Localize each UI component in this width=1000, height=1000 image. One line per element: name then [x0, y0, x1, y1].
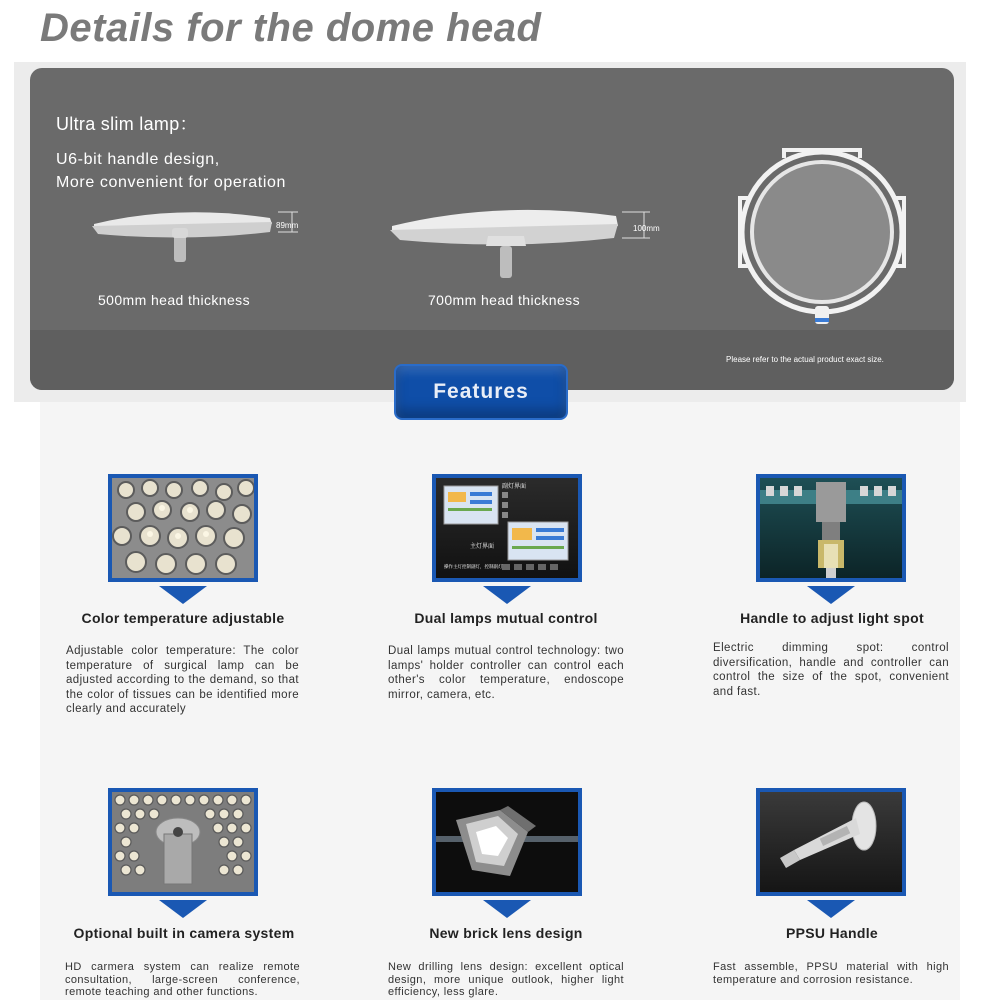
page-title: Details for the dome head	[40, 6, 542, 50]
feature-title-3: Handle to adjust light spot	[740, 610, 924, 626]
feature-arrow-1	[159, 586, 207, 604]
dome-details-panel	[30, 68, 954, 390]
screen-label-primary: 主灯界面	[470, 543, 495, 550]
feature-desc-6: Fast assemble, PPSU material with high temperature and corrosion resistance.	[713, 961, 949, 986]
lamp-top-view-icon	[738, 148, 908, 328]
feature-image-handle-spot	[756, 474, 906, 582]
led-array-icon	[112, 478, 254, 578]
camera-module-icon	[112, 792, 254, 892]
feature-desc-3: Electric dimming spot: control diversification, handle and controller can control the size of the spot, convenient and fast.	[713, 642, 949, 698]
ppsu-handle-icon	[760, 792, 902, 892]
feature-image-camera	[108, 788, 258, 896]
screen-label-secondary: 副灯界面	[502, 483, 527, 490]
panel-subtitle	[56, 148, 286, 194]
panel-subtitle-line-2: More convenient for operation	[56, 174, 286, 191]
lamp-500mm-side-view	[86, 206, 306, 270]
size-disclaimer: Please refer to the actual product exact size.	[726, 355, 884, 364]
lamp-700mm-caption: 700mm head thickness	[428, 292, 580, 308]
lamp-700mm-side-view	[388, 206, 668, 286]
features-badge	[394, 364, 568, 420]
feature-arrow-3	[807, 586, 855, 604]
lamp-500mm-caption: 500mm head thickness	[98, 292, 250, 308]
control-panel-icon	[436, 478, 578, 578]
feature-title-2: Dual lamps mutual control	[414, 610, 598, 626]
feature-title-1: Color temperature adjustable	[81, 610, 285, 626]
feature-image-color-temperature	[108, 474, 258, 582]
feature-desc-1: Adjustable color temperature: The color temperature of surgical lamp can be adjusted according to the demand, so that the color of tissues can be identified more clearly and accurately	[66, 645, 299, 715]
panel-subtitle-line-1: U6-bit handle design,	[56, 151, 220, 168]
feature-image-ppsu-handle	[756, 788, 906, 896]
feature-desc-4: HD carmera system can realize remote consultation, large-screen conference, remote teaching and other functions.	[65, 961, 300, 998]
feature-arrow-5	[483, 900, 531, 918]
feature-title-4: Optional built in camera system	[73, 925, 295, 941]
feature-desc-2: Dual lamps mutual control technology: two lamps' holder controller can control each other's color temperature, endoscope mirror, camera, etc.	[388, 645, 624, 701]
lamp-500mm-dimension: 89mm	[276, 221, 299, 230]
panel-heading: Ultra slim lamp：	[56, 114, 198, 134]
feature-arrow-6	[807, 900, 855, 918]
brick-lens-icon	[436, 792, 578, 892]
features-badge-label: Features	[433, 380, 529, 403]
feature-title-6: PPSU Handle	[786, 925, 878, 941]
feature-image-brick-lens	[432, 788, 582, 896]
feature-desc-5: New drilling lens design: excellent optical design, more unique outlook, higher light efficiency, less glare.	[388, 961, 624, 998]
feature-title-5: New brick lens design	[429, 925, 583, 941]
feature-image-dual-lamps	[432, 474, 582, 582]
feature-arrow-2	[483, 586, 531, 604]
screen-caption: 操作主灯控制副灯，控制副灯	[444, 565, 503, 570]
lamp-700mm-dimension: 100mm	[633, 224, 660, 233]
handle-mechanism-icon	[760, 478, 902, 578]
feature-arrow-4	[159, 900, 207, 918]
